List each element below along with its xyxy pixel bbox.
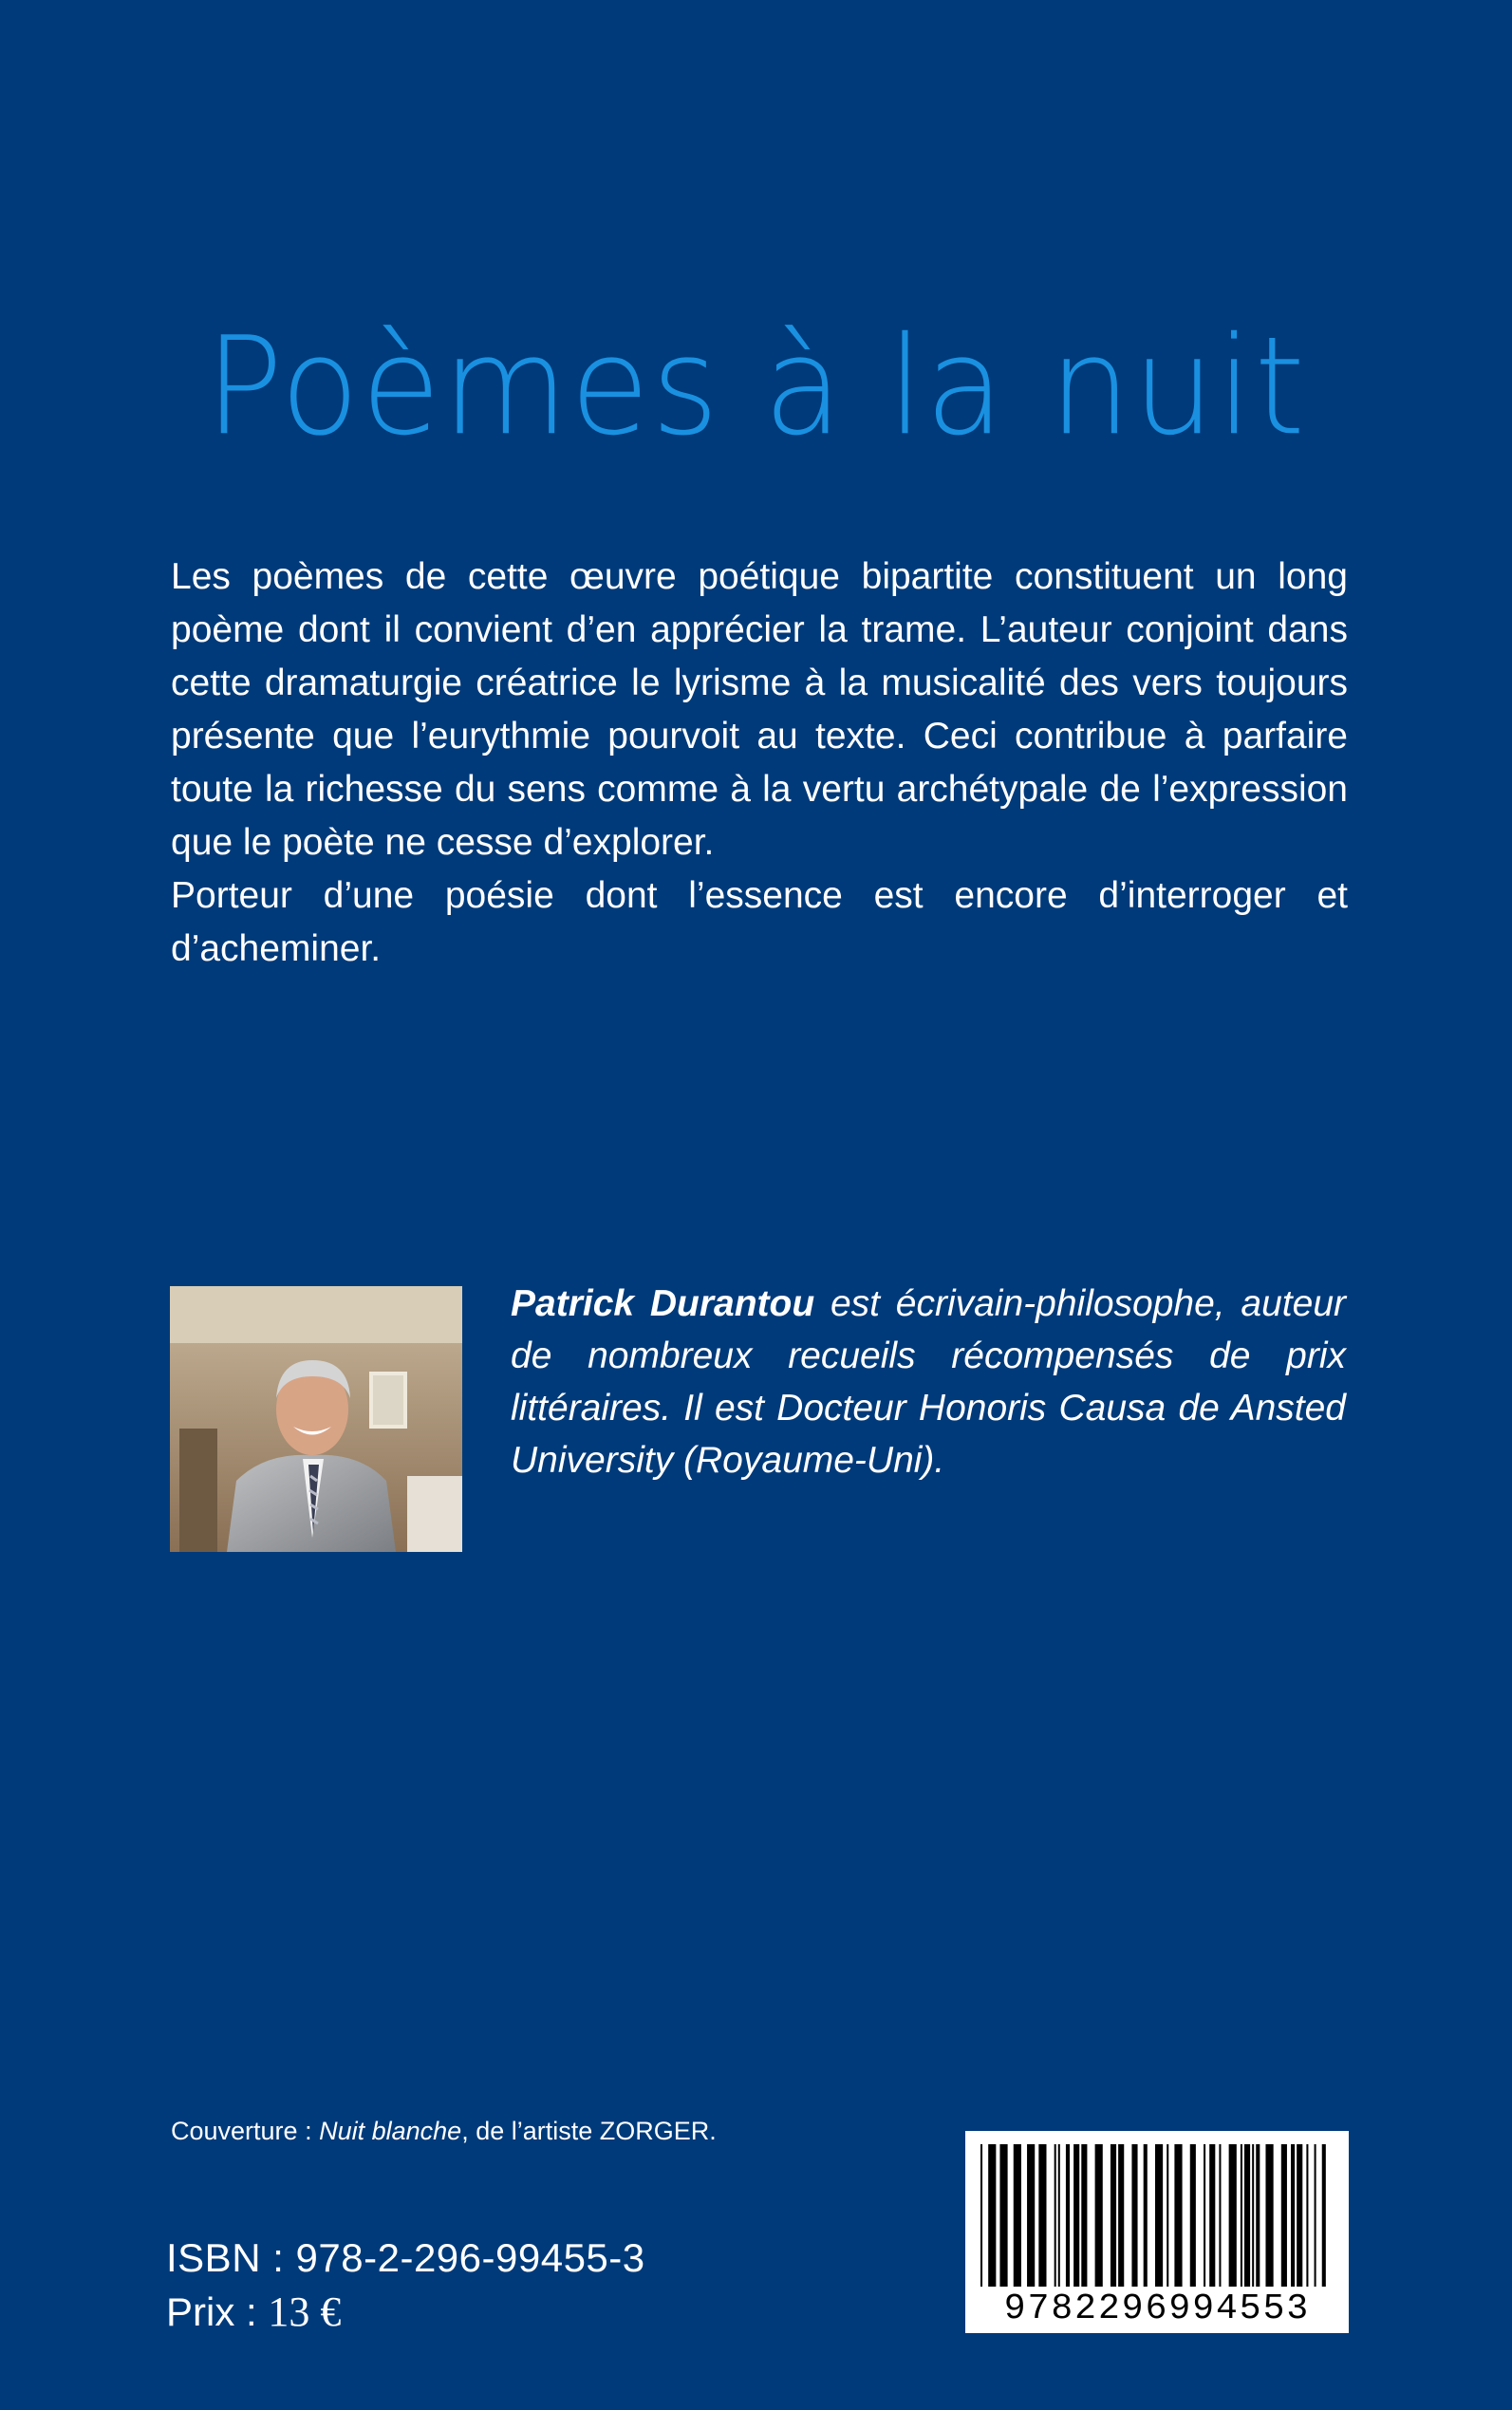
barcode-bar [1322,2144,1326,2287]
author-photo [170,1286,462,1552]
barcode-bar [1058,2144,1060,2287]
barcode-bar [1095,2144,1103,2287]
author-bio [511,1278,1346,1486]
barcode-bar [1131,2144,1137,2287]
barcode-bar [1315,2144,1316,2287]
cover-credit-prefix: Couverture : [171,2117,320,2145]
cover-credit-work: Nuit blanche [319,2117,462,2145]
barcode-bar [1219,2144,1221,2287]
cover-credit-suffix: , de l’artiste ZORGER. [461,2117,717,2145]
barcode-bar [1111,2144,1116,2287]
barcode-bar [1081,2144,1087,2287]
barcode-digits: 9782296994553 [1003,2289,1311,2329]
barcode-bar [1209,2144,1215,2287]
price [166,2288,341,2336]
barcode-bar [1038,2144,1046,2287]
barcode-bar [1155,2144,1163,2287]
barcode-bar [980,2144,982,2287]
barcode-bar [1204,2144,1205,2287]
barcode-bar [1014,2144,1021,2287]
blurb [171,551,1348,976]
barcode-bar [1306,2144,1308,2287]
cover-credit [171,2117,717,2146]
barcode-bar [1190,2144,1196,2287]
barcode-bar [1144,2144,1148,2287]
barcode-bar [1256,2144,1260,2287]
barcode-bars [979,2144,1335,2287]
book-title: Poèmes à la nuit [205,308,1307,466]
barcode-bar [1297,2144,1302,2287]
blurb-paragraph-2: Porteur d’une poésie dont l’essence est encore d’interroger et d’acheminer. [171,875,1348,969]
barcode-bar [1281,2144,1287,2287]
blurb-paragraph-1: Les poèmes de cette œuvre poétique bipartite constituent un long poème dont il convient d’en apprécier la trame. L’auteur conjoint dans cette dramaturgie créatrice le lyrisme à la musicalité des vers toujours présente que l’eurythmie pourvoit au texte. Ceci contribue à parfaire toute la richesse du sens comme à la vertu archétypale de l’expression que le poète ne cesse d’explorer. [171,556,1348,863]
price-label: Prix : [166,2289,269,2334]
price-amount: 13 € [268,2289,342,2335]
barcode-bar [1244,2144,1250,2287]
barcode-bar [988,2144,996,2287]
author-bio-text: est écrivain-philosophe, auteur de nombreux recueils récompensés de prix littéraires. Il est Docteur Honoris Causa de Ansted University (Royaume-Uni). [511,1283,1347,1481]
barcode-bar [1073,2144,1079,2287]
barcode-bar [1265,2144,1273,2287]
barcode-bar [1118,2144,1124,2287]
author-name: Patrick Durantou [511,1283,815,1324]
barcode-bar [1229,2144,1237,2287]
barcode-bar [1066,2144,1070,2287]
barcode-bar [1174,2144,1182,2287]
barcode-bar [1252,2144,1254,2287]
barcode-bar [1167,2144,1168,2287]
barcode-bar [1055,2144,1056,2287]
barcode [965,2131,1349,2333]
isbn: ISBN : 978-2-296-99455-3 [166,2235,645,2280]
barcode-bar [999,2144,1007,2287]
barcode-bar [1241,2144,1242,2287]
barcode-bar [1291,2144,1295,2287]
barcode-bar [1027,2144,1035,2287]
